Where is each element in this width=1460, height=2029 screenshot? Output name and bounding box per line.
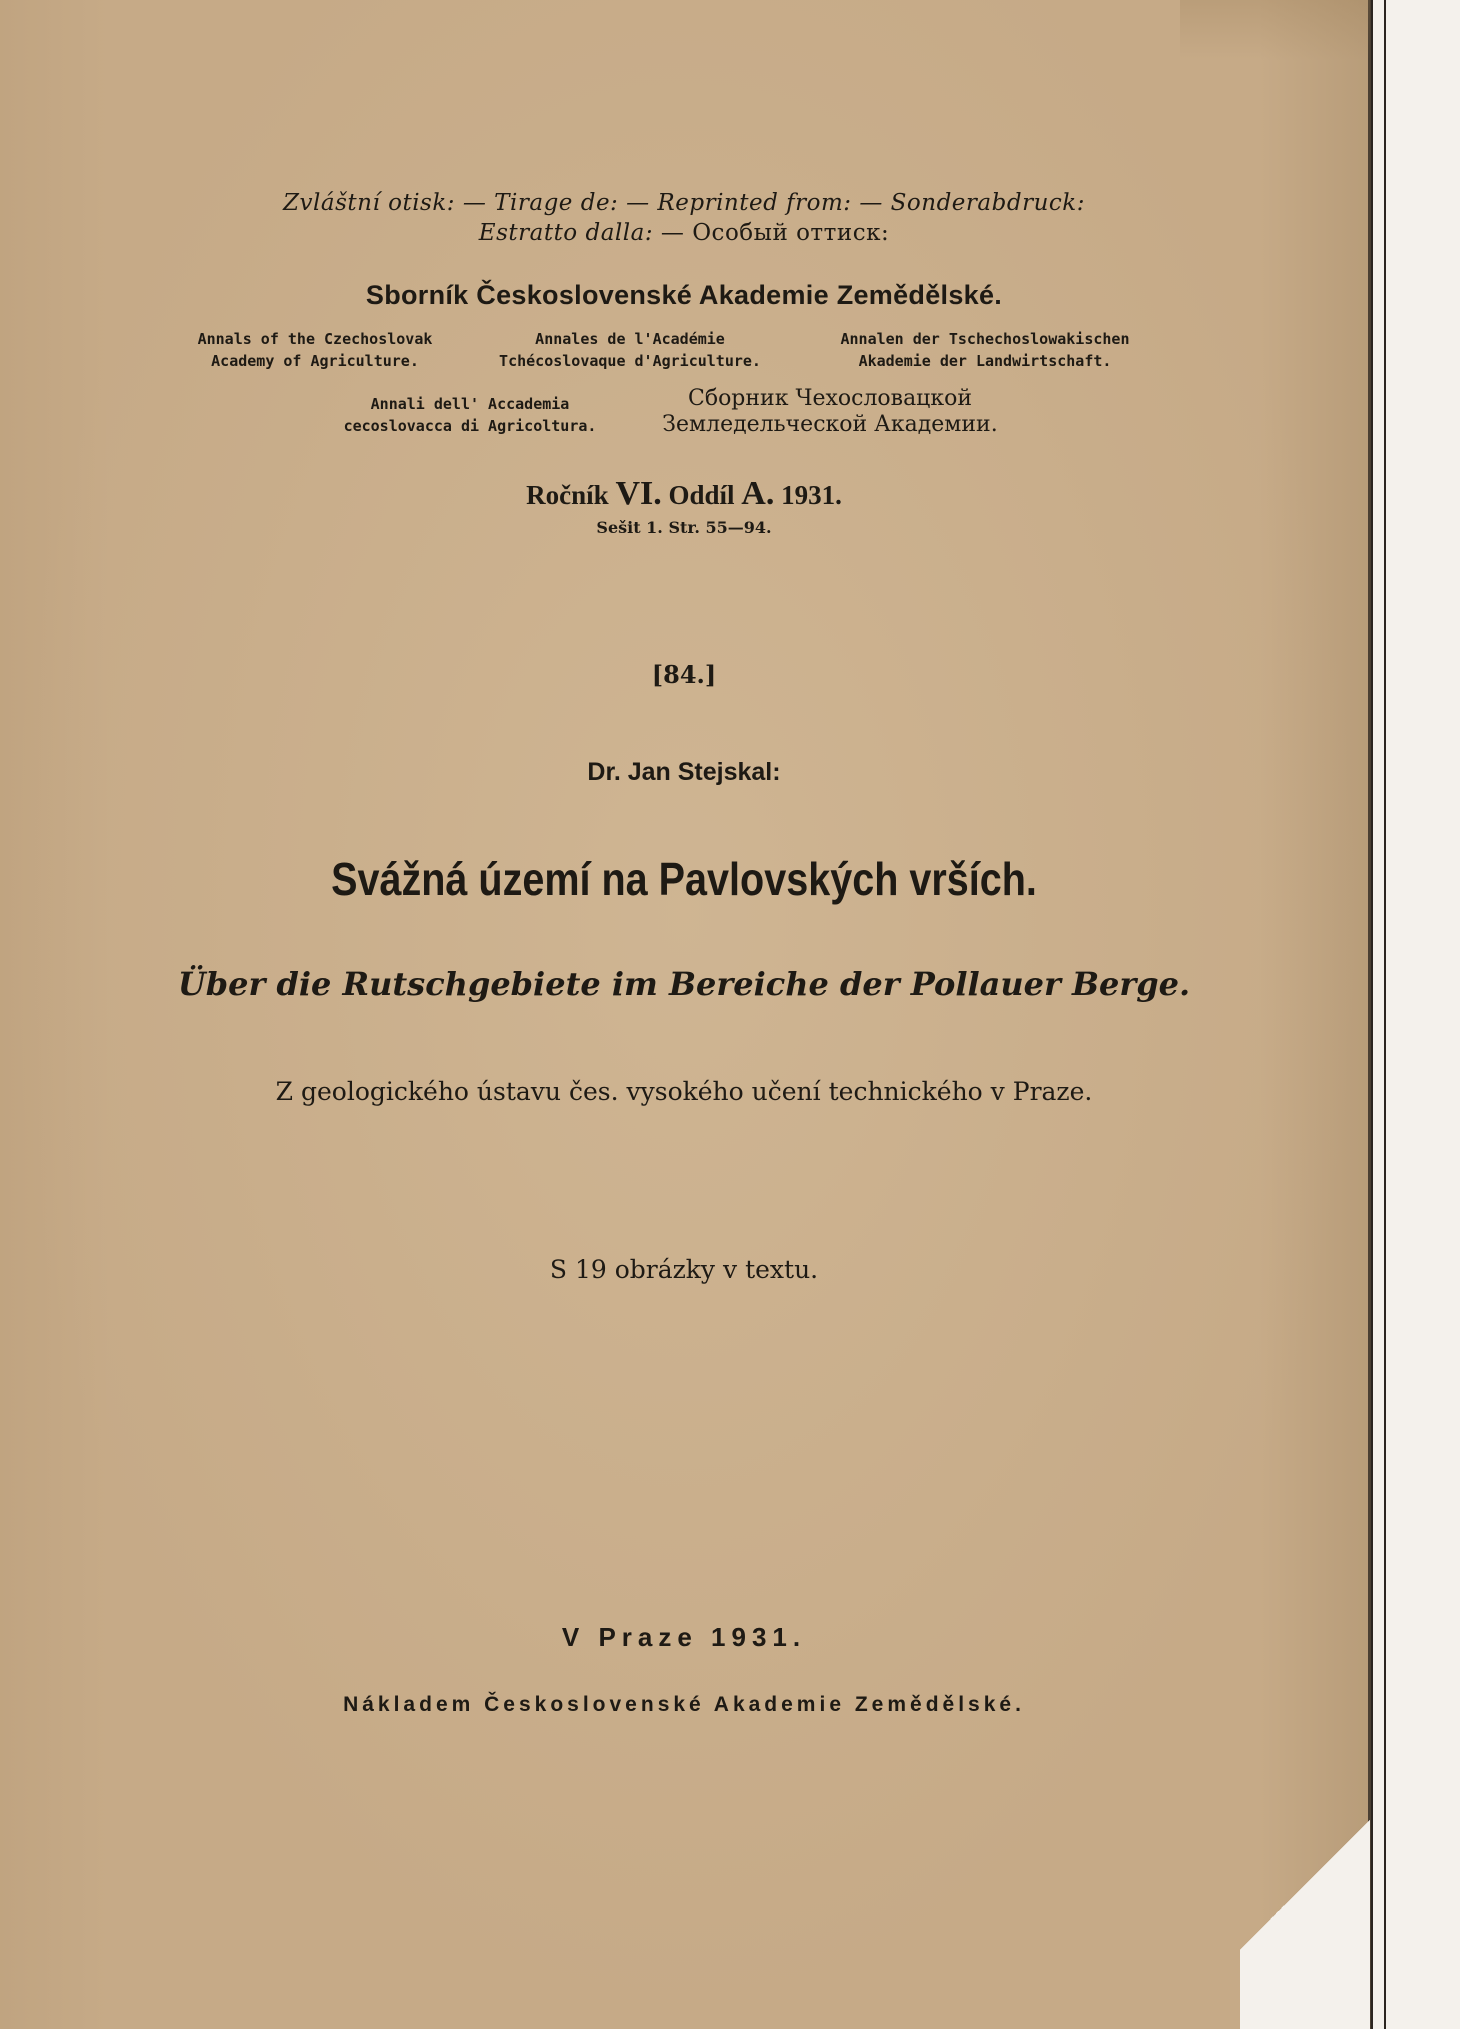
- journal-title-russian: [650, 386, 1010, 438]
- torn-corner: [1240, 1740, 1370, 2029]
- volume-year: 1931.: [781, 480, 842, 510]
- journal-title-german: [820, 328, 1150, 372]
- journal-title-english: [180, 328, 450, 372]
- journal-title-italian: [340, 393, 600, 437]
- journal-title-russian-line-2: Земледельческой Академии.: [662, 412, 998, 437]
- volume-label: Ročník: [526, 480, 609, 510]
- scanner-edge: [1384, 0, 1386, 2029]
- article-number: [84.]: [651, 660, 717, 689]
- journal-title-italian-line-2: cecoslovacca di Agricoltura.: [343, 417, 597, 435]
- journal-title-german-line-2: Akademie der Landwirtschaft.: [858, 352, 1112, 370]
- issue-pages: Sešit 1. Str. 55—94.: [596, 518, 772, 537]
- article-author: Dr. Jan Stejskal:: [587, 758, 781, 786]
- imprint-publisher: Nákladem Československé Akademie Zemědělské.: [343, 1693, 1025, 1716]
- journal-title-french: [480, 328, 780, 372]
- figures-note: S 19 obrázky v textu.: [549, 1255, 819, 1284]
- paper-fold-shadow: [1180, 0, 1370, 60]
- journal-title-russian-line-1: Сборник Чехословацкой: [687, 386, 972, 411]
- journal-title-english-line-1: Annals of the Czechoslovak: [197, 330, 433, 348]
- reprint-russian-label: — Особый оттиск:: [653, 220, 890, 246]
- journal-title-english-line-2: Academy of Agriculture.: [211, 352, 419, 370]
- volume-number: VI.: [615, 475, 662, 512]
- journal-title-german-line-1: Annalen der Tschechoslowakischen: [840, 330, 1130, 348]
- journal-title: Sborník Československé Akademie Zemědělské.: [365, 280, 1003, 310]
- journal-title-french-line-1: Annales de l'Académie: [535, 330, 725, 348]
- journal-title-italian-line-1: Annali dell' Accademia: [370, 395, 570, 413]
- reprint-notice-line-1: Zvláštní otisk: — Tirage de: — Reprinted from: — Sonderabdruck:: [283, 190, 1085, 216]
- imprint-place-year: V Praze 1931.: [561, 1622, 807, 1652]
- volume-line: [0, 475, 1368, 513]
- section-label: Oddíl: [668, 480, 735, 510]
- section-letter: A.: [741, 475, 775, 512]
- article-title-czech: Svážná území na Pavlovských vrších.: [331, 853, 1037, 905]
- reprint-notice-line-2: [0, 220, 1368, 246]
- article-title-german: Über die Rutschgebiete im Bereiche der Pollauer Berge.: [177, 965, 1191, 1003]
- institute-line: Z geologického ústavu čes. vysokého učení technického v Praze.: [275, 1077, 1093, 1106]
- journal-title-french-line-2: Tchécoslovaque d'Agriculture.: [499, 352, 761, 370]
- reprint-italian-label: Estratto dalla:: [478, 220, 654, 246]
